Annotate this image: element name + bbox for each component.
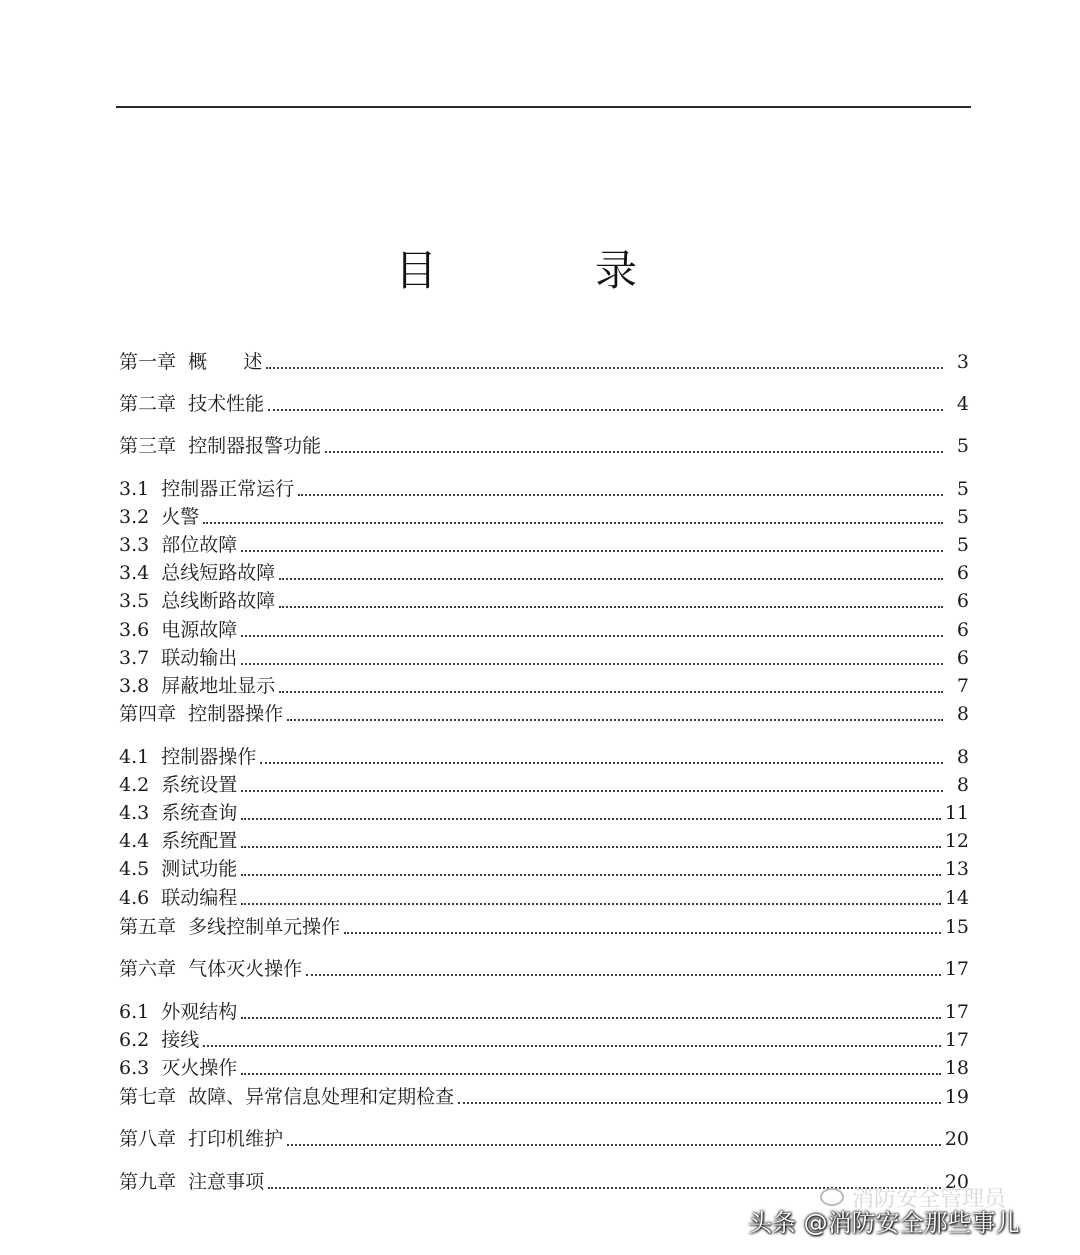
toc-entry-label: 第六章 气体灭火操作 (119, 958, 303, 980)
toc-entry-page: 18 (944, 1057, 969, 1079)
watermark-text: 头条 @消防安全那些事儿 (748, 1208, 1020, 1237)
toc-entry-label: 3.8 屏蔽地址显示 (119, 675, 276, 697)
toc-entry-label: 4.1 控制器操作 (119, 746, 257, 768)
toc-entry-page: 4 (956, 393, 969, 415)
toc-entry-label: 3.2 火警 (119, 506, 200, 528)
toc-entry[interactable] (119, 388, 969, 416)
toc-entry-label: 3.6 电源故障 (119, 619, 238, 641)
toc-entry[interactable] (119, 1123, 969, 1151)
toc-entry-page: 11 (944, 802, 969, 824)
toc-entry[interactable] (119, 1052, 969, 1080)
toc-entry-label: 第四章 控制器操作 (119, 703, 284, 725)
toc-entry-label: 3.5 总线断路故障 (119, 590, 276, 612)
toc-entry-page: 17 (944, 1029, 969, 1051)
toc-entry[interactable] (119, 642, 969, 670)
toc-entry-label: 第八章 打印机维护 (119, 1128, 284, 1150)
toc-entry-page: 20 (944, 1128, 969, 1150)
toc-entry-page: 15 (944, 916, 969, 938)
toc-entry-page: 19 (944, 1086, 969, 1108)
toc-entry-page: 6 (956, 562, 969, 584)
toc-entry-page: 8 (956, 774, 969, 796)
toc-title: 目 录 (394, 246, 695, 295)
toc-entry-label: 第二章 技术性能 (119, 393, 265, 415)
header-rule (116, 106, 971, 108)
toc-entry-page: 17 (944, 958, 969, 980)
toc-entry-page: 5 (956, 478, 969, 500)
dot-leader (241, 790, 943, 792)
toc-entry[interactable] (119, 797, 969, 825)
dot-leader (241, 663, 943, 665)
dot-leader (203, 522, 943, 524)
dot-leader (287, 1144, 941, 1146)
dot-leader (203, 1045, 941, 1047)
toc-entry-label: 4.4 系统配置 (119, 830, 238, 852)
toc-entry-label: 4.2 系统设置 (119, 774, 238, 796)
toc-entry-label: 4.6 联动编程 (119, 887, 238, 909)
toc-entry[interactable] (119, 614, 969, 642)
toc-entry[interactable] (119, 741, 969, 769)
toc-entry-label: 第九章 注意事项 (119, 1171, 265, 1193)
dot-leader (266, 367, 943, 369)
dot-leader (306, 974, 941, 976)
toc-entry-page: 12 (944, 830, 969, 852)
toc-entry[interactable] (119, 769, 969, 797)
toc-entry[interactable] (119, 1024, 969, 1052)
dot-leader (241, 846, 941, 848)
toc-entry[interactable] (119, 585, 969, 613)
toc-entry-label: 3.4 总线短路故障 (119, 562, 276, 584)
toc-entry-label: 4.3 系统查询 (119, 802, 238, 824)
dot-leader (279, 606, 943, 608)
dot-leader (241, 874, 941, 876)
toc-entry-page: 8 (956, 703, 969, 725)
toc-entry-page: 14 (944, 887, 969, 909)
toc-entry[interactable] (119, 346, 969, 374)
toc-entry[interactable] (119, 953, 969, 981)
toc-entry-page: 6 (956, 590, 969, 612)
toc-entry-label: 第一章 概 述 (119, 351, 263, 373)
toc-entry[interactable] (119, 473, 969, 501)
toc-entry-label: 第五章 多线控制单元操作 (119, 916, 341, 938)
toc-entry-page: 5 (956, 534, 969, 556)
toc-entry[interactable] (119, 1081, 969, 1109)
dot-leader (268, 409, 943, 411)
toc-entry-page: 7 (956, 675, 969, 697)
toc-entry[interactable] (119, 501, 969, 529)
toc-entry-label: 6.3 灭火操作 (119, 1057, 238, 1079)
toc-entry[interactable] (119, 853, 969, 881)
dot-leader (279, 578, 943, 580)
dot-leader (279, 691, 943, 693)
toc-entry-page: 3 (956, 351, 969, 373)
toc-entry-page: 20 (944, 1171, 969, 1193)
dot-leader (241, 818, 941, 820)
dot-leader (241, 635, 943, 637)
dot-leader (458, 1102, 941, 1104)
dot-leader (298, 494, 943, 496)
toc-entry[interactable] (119, 529, 969, 557)
toc-entry-label: 第三章 控制器报警功能 (119, 435, 322, 457)
dot-leader (241, 1017, 941, 1019)
dot-leader (260, 762, 943, 764)
dot-leader (287, 719, 943, 721)
toc-entry-label: 6.2 接线 (119, 1029, 200, 1051)
toc-entry-label: 3.1 控制器正常运行 (119, 478, 295, 500)
toc-entry[interactable] (119, 996, 969, 1024)
toc-entry-page: 8 (956, 746, 969, 768)
dot-leader (241, 550, 943, 552)
toc-entry-label: 3.3 部位故障 (119, 534, 238, 556)
toc-entry[interactable] (119, 911, 969, 939)
dot-leader (325, 451, 943, 453)
toc-entry-page: 6 (956, 619, 969, 641)
toc-entry-page: 5 (956, 435, 969, 457)
toc-entry-label: 第七章 故障、异常信息处理和定期检查 (119, 1086, 455, 1108)
faint-watermark-text: 消防安全管理员 (852, 1186, 1007, 1212)
toc-entry-label: 6.1 外观结构 (119, 1001, 238, 1023)
toc-entry[interactable] (119, 825, 969, 853)
toc-entry-page: 13 (944, 858, 969, 880)
source-watermark (748, 1200, 1068, 1240)
dot-leader (241, 903, 941, 905)
toc-entry-label: 4.5 测试功能 (119, 858, 238, 880)
dot-leader (344, 932, 941, 934)
toc-entry[interactable] (119, 698, 969, 726)
toc-entry-page: 5 (956, 506, 969, 528)
toc-entry-page: 6 (956, 647, 969, 669)
toc-entry-label: 3.7 联动输出 (119, 647, 238, 669)
toc-entry[interactable] (119, 670, 969, 698)
toc-entry[interactable] (119, 430, 969, 458)
toc-entry[interactable] (119, 882, 969, 910)
toc-entry[interactable] (119, 557, 969, 585)
dot-leader (241, 1073, 941, 1075)
toc-entry-page: 17 (944, 1001, 969, 1023)
